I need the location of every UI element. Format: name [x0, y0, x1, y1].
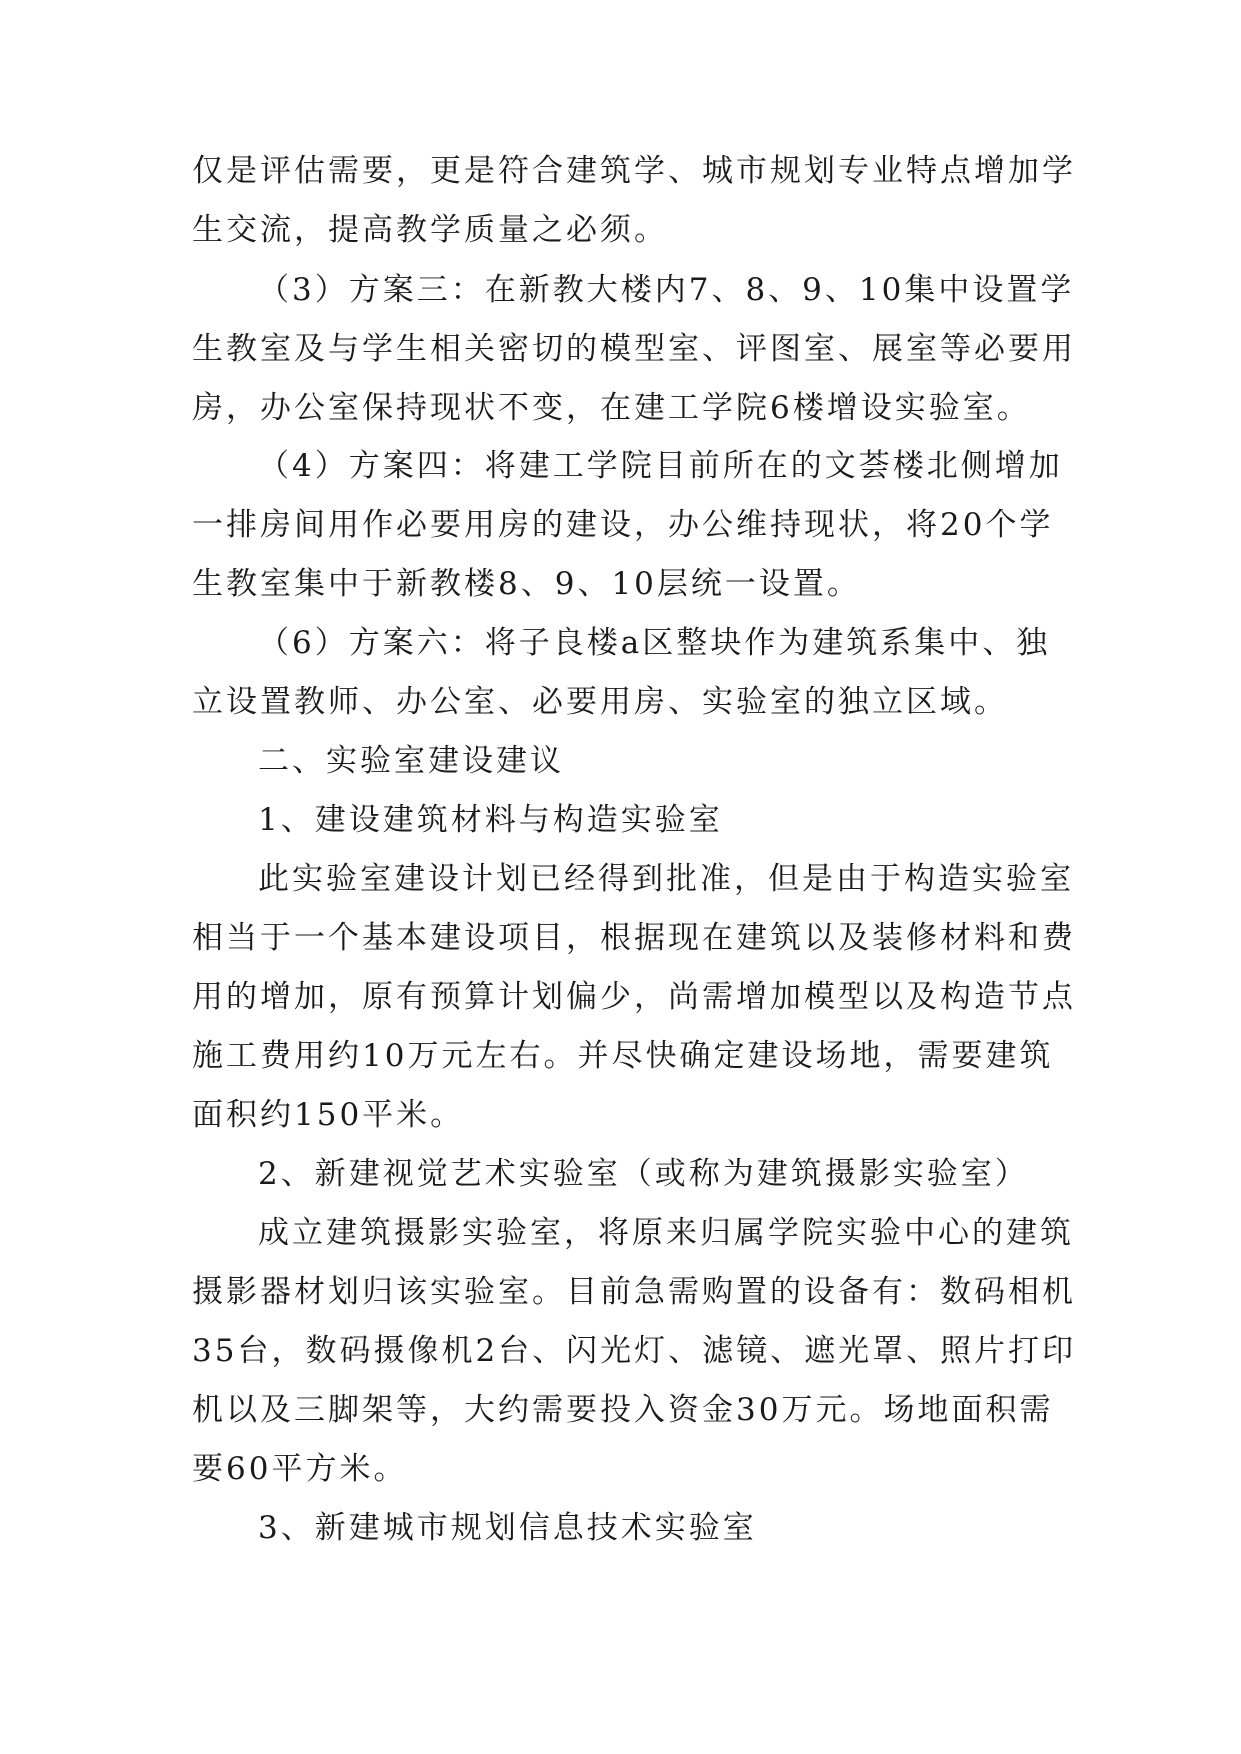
paragraph-line: 成立建筑摄影实验室，将原来归属学院实验中心的建筑 [258, 1215, 1074, 1251]
paragraph-line: 摄影器材划归该实验室。目前急需购置的设备有：数码相机 [192, 1274, 1076, 1310]
paragraph-line: 房，办公室保持现状不变，在建工学院6楼增设实验室。 [192, 390, 1031, 426]
paragraph-line: 生交流，提高教学质量之必须。 [192, 212, 668, 248]
paragraph-line: 相当于一个基本建设项目，根据现在建筑以及装修材料和费 [192, 920, 1076, 956]
paragraph-line: 35台，数码摄像机2台、闪光灯、滤镜、遮光罩、照片打印 [192, 1333, 1077, 1369]
subsection-heading: 1、建设建筑材料与构造实验室 [258, 802, 723, 838]
paragraph-line: 此实验室建设计划已经得到批准，但是由于构造实验室 [258, 861, 1074, 897]
paragraph-line: 用的增加，原有预算计划偏少，尚需增加模型以及构造节点 [192, 979, 1076, 1015]
paragraph-line: 面积约150平米。 [192, 1097, 465, 1133]
paragraph-line: （4）方案四：将建工学院目前所在的文荟楼北侧增加 [258, 448, 1063, 484]
section-heading: 二、实验室建设建议 [258, 743, 564, 779]
paragraph-line: 施工费用约10万元左右。并尽快确定建设场地，需要建筑 [192, 1038, 1054, 1074]
paragraph-line: 生教室及与学生相关密切的模型室、评图室、展室等必要用 [192, 331, 1076, 367]
paragraph-line: 仅是评估需要，更是符合建筑学、城市规划专业特点增加学 [192, 153, 1076, 189]
paragraph-line: 立设置教师、办公室、必要用房、实验室的独立区域。 [192, 684, 1008, 720]
paragraph-line: 机以及三脚架等，大约需要投入资金30万元。场地面积需 [192, 1392, 1054, 1428]
paragraph-line: 生教室集中于新教楼8、9、10层统一设置。 [192, 566, 861, 602]
paragraph-line: （6）方案六：将子良楼a区整块作为建筑系集中、独 [258, 625, 1051, 661]
paragraph-line: （3）方案三：在新教大楼内7、8、9、10集中设置学 [258, 272, 1075, 308]
subsection-heading: 2、新建视觉艺术实验室（或称为建筑摄影实验室） [258, 1156, 1029, 1192]
paragraph-line: 要60平方米。 [192, 1451, 408, 1487]
subsection-heading: 3、新建城市规划信息技术实验室 [258, 1510, 757, 1546]
paragraph-line: 一排房间用作必要用房的建设，办公维持现状，将20个学 [192, 507, 1054, 543]
